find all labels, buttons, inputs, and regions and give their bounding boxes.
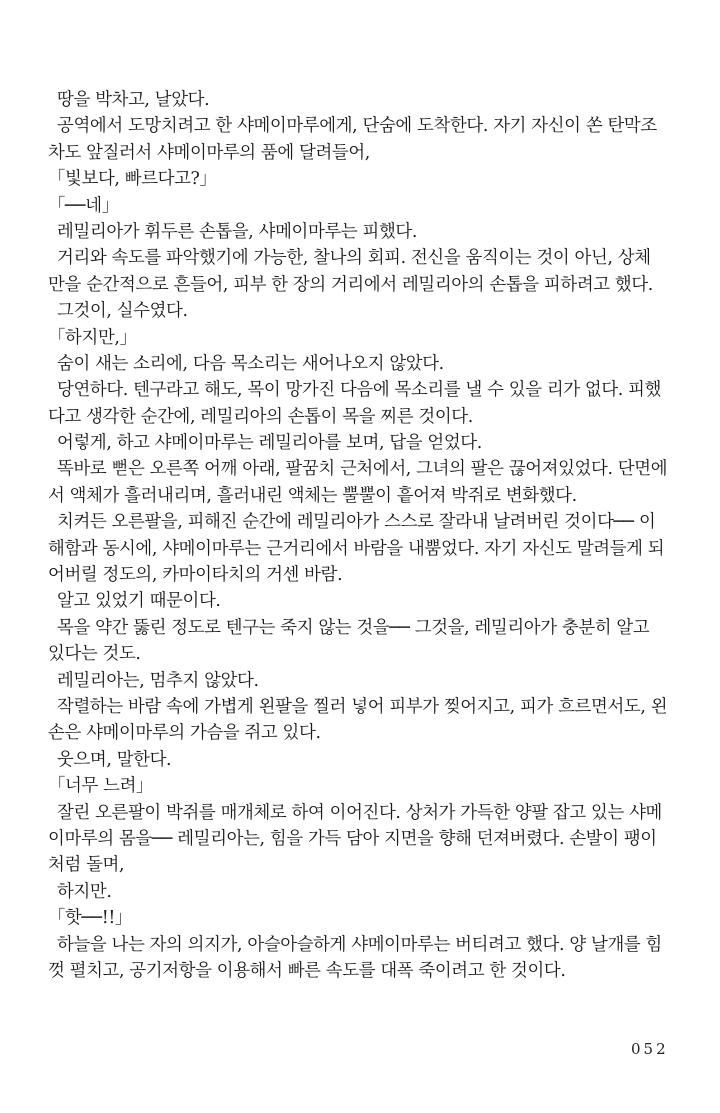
text-line: 해함과 동시에, 샤메이마루는 근거리에서 바람을 내뿜었다. 자기 자신도 말려들게 되 (48, 538, 665, 559)
text-line: 그것이, 실수였다. (57, 301, 188, 322)
text-line: 어렇게, 하고 샤메이마루는 레밀리아를 보며, 답을 얻었다. (57, 433, 482, 454)
text-line: 잘린 오른팔이 박쥐를 매개체로 하여 이어진다. 상처가 가득한 양팔 잡고 있는 샤메 (57, 802, 662, 823)
text-line: 「너무 느려」 (48, 776, 154, 797)
text-line: 거리와 속도를 파악했기에 가능한, 찰나의 회피. 전신을 움직이는 것이 아닌, 상체 (57, 248, 651, 269)
text-line: 치켜든 오른팔을, 피해진 순간에 레밀리아가 스스로 잘라내 날려버린 것이다── 이 (57, 512, 656, 533)
text-line: 작렬하는 바람 속에 가볍게 왼팔을 찔러 넣어 피부가 찢어지고, 피가 흐르면서도, 왼 (57, 696, 668, 717)
page-number: 052 (631, 1040, 669, 1058)
text-line: 당연하다. 텐구라고 해도, 목이 망가진 다음에 목소리를 낼 수 있을 리가 없다. 피했 (57, 380, 662, 401)
text-line: 손은 샤메이마루의 가슴을 쥐고 있다. (48, 723, 321, 744)
text-line: 「하지만,」 (48, 327, 137, 348)
text-line: 있다는 것도. (48, 644, 141, 665)
document-body (48, 87, 684, 984)
text-line: 레밀리아는, 멈추지 않았다. (57, 670, 259, 691)
text-line: 웃으며, 말한다. (57, 749, 172, 770)
text-line: 차도 앞질러서 샤메이마루의 품에 달려들어, (48, 142, 370, 163)
text-line: 땅을 박차고, 날았다. (57, 90, 210, 110)
text-line: 하늘을 나는 자의 의지가, 아슬아슬하게 샤메이마루는 버티려고 했다. 양 날개를 힘 (57, 934, 662, 955)
text-line: 다고 생각한 순간에, 레밀리아의 손톱이 목을 찌른 것이다. (48, 406, 473, 427)
text-line: 알고 있었기 때문이다. (57, 591, 221, 612)
text-line: 공역에서 도망치려고 한 샤메이마루에게, 단숨에 도착한다. 자기 자신이 쏜 탄막조 (57, 116, 657, 137)
text-line: 「──네」 (48, 195, 119, 216)
text-line: 어버릴 정도의, 카마이타치의 거센 바람. (48, 565, 343, 586)
text-line: 숨이 새는 소리에, 다음 목소리는 새어나오지 않았다. (57, 353, 444, 374)
text-line: 껏 펼치고, 공기저항을 이용해서 빠른 속도를 대폭 죽이려고 한 것이다. (48, 960, 566, 981)
text-line: 똑바로 뻗은 오른쪽 어깨 아래, 팔꿈치 근처에서, 그녀의 팔은 끊어져있었다. 단면에 (57, 459, 668, 480)
text-line: 레밀리아가 휘두른 손톱을, 샤메이마루는 피했다. (57, 221, 418, 242)
text-line: 이마루의 몸을── 레밀리아는, 힘을 가득 담아 지면을 향해 던져버렸다. 손발이 팽이 (48, 828, 657, 849)
text-line: 「핫──!!」 (48, 908, 133, 929)
text-line: 서 액체가 흘러내리며, 흘러내린 액체는 뿔뿔이 흩어져 박쥐로 변화했다. (48, 485, 577, 506)
text-line: 만을 순간적으로 흔들어, 피부 한 장의 거리에서 레밀리아의 손톱을 피하려고 했다. (48, 274, 653, 295)
text-line: 처럼 돌며, (48, 855, 125, 876)
text-line: 하지만. (57, 881, 112, 902)
text-line: 「빛보다, 빠르다고?」 (48, 169, 217, 190)
text-line: 목을 약간 뚫린 정도로 텐구는 죽지 않는 것을── 그것을, 레밀리아가 충분히 알고 (57, 617, 650, 638)
